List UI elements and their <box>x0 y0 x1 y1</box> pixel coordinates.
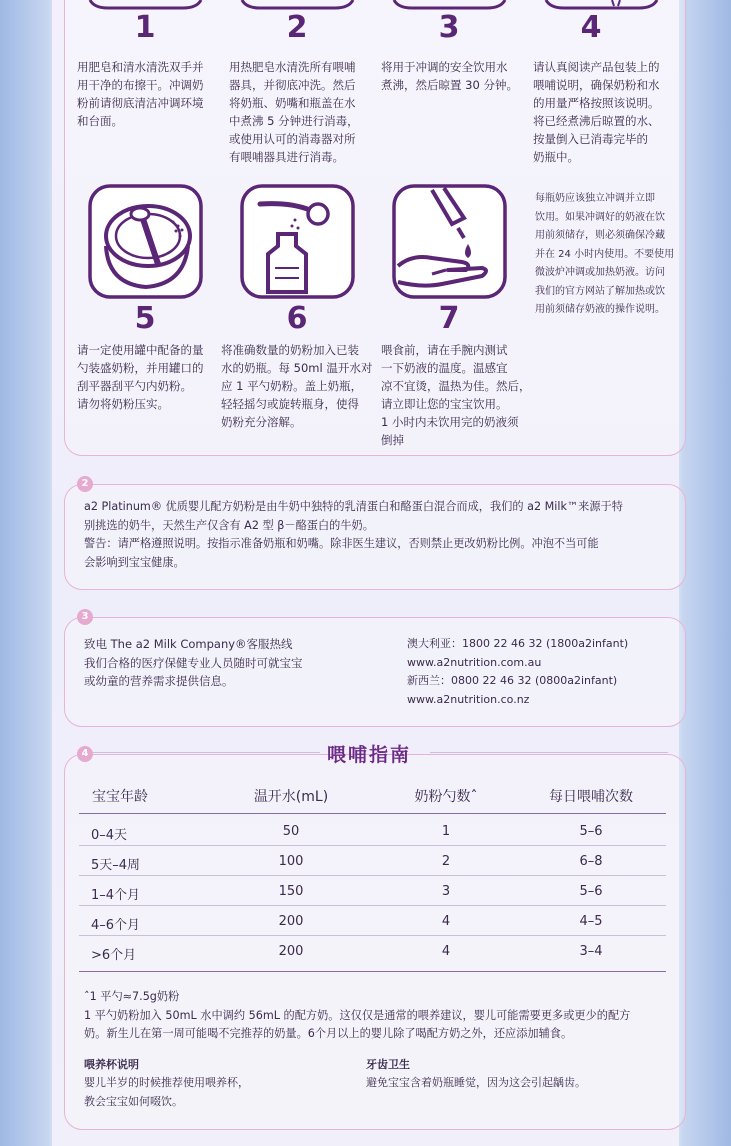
cell-water: 200 <box>278 914 304 929</box>
preparation-note: 每瓶奶应该独立冲调并立即 饮用。如果冲调好的奶液在饮 用前须储存，则必须确保冷藏 并在 24 小时内使用。不要使用 微波炉冲调或加热奶液。访问 我们的官方网站了解加热或饮 用前须储存奶液的操作说明。 <box>535 193 675 315</box>
step-6-text: 将准确数量的奶粉加入已装 水的奶瓶。每 50ml 温开水对 应 1 平勺奶粉。盖上奶瓶， 轻轻摇匀或旋转瓶身，使得 奶粉充分溶解。 <box>221 343 373 429</box>
cell-water: 200 <box>278 944 304 959</box>
row-divider <box>79 935 666 936</box>
cell-age: 5天–4周 <box>91 858 141 873</box>
header-feeds: 每日喂哺次数 <box>549 789 633 805</box>
header-water: 温开水(mL) <box>253 789 329 805</box>
cell-age: 0–4天 <box>91 828 128 843</box>
cell-feeds: 5–6 <box>579 884 603 899</box>
cell-age: 4–6个月 <box>91 918 141 933</box>
cell-age: >6个月 <box>91 948 137 963</box>
step-3-text: 将用于冲调的安全饮用水 煮沸，然后晾置 30 分钟。 <box>381 60 518 92</box>
step-7-hand-icon <box>392 184 507 299</box>
step-2-text: 用热肥皂水清洗所有喂哺 器具，并彻底冲洗。然后 将奶瓶、奶嘴和瓶盖在水 中煮沸 5 分钟进行消毒， 或使用认可的消毒器对所 有喂哺器具进行消毒。 <box>229 60 359 164</box>
section-3-badge: 3 <box>77 609 93 625</box>
section-4-badge: 4 <box>77 746 93 762</box>
row-divider <box>79 875 666 876</box>
title-line-right <box>430 752 668 753</box>
step-4-text: 请认真阅读产品包装上的 喂哺说明，确保奶粉和水 的用量严格按照该说明。 将已经煮沸后晾置的水、 按量倒入已消毒完毕的 奶瓶中。 <box>533 60 660 164</box>
teeth-title: 牙齿卫生 <box>366 1058 410 1071</box>
table-bottom-rule <box>79 971 666 972</box>
step-1-number: 1 <box>134 10 156 45</box>
cell-scoops: 3 <box>441 884 451 899</box>
cell-feeds: 3–4 <box>579 944 603 959</box>
header-age: 宝宝年龄 <box>92 789 148 805</box>
step-4-number: 4 <box>580 10 602 45</box>
cell-water: 100 <box>278 854 304 869</box>
cell-feeds: 6–8 <box>579 854 603 869</box>
row-divider <box>79 845 666 846</box>
step-6-bottle-icon <box>240 184 355 299</box>
step-2-icon <box>240 0 355 10</box>
row-divider <box>79 905 666 906</box>
contact-hotlines: 澳大利亚：1800 22 46 32 (1800a2infant) www.a2nutrition.com.au 新西兰：0800 22 46 32 (0800a2infant) www.a2nutrition.co.nz <box>407 637 629 706</box>
cell-water: 150 <box>278 884 304 899</box>
header-scoops: 奶粉勺数ˆ <box>414 789 478 805</box>
teeth-text: 避免宝宝含着奶瓶睡觉，因为这会引起龋齿。 <box>366 1076 586 1089</box>
cell-scoops: 1 <box>441 824 451 839</box>
cell-scoops: 4 <box>441 944 451 959</box>
cell-feeds: 4–5 <box>579 914 603 929</box>
cup-text: 婴儿半岁的时候推荐使用喂养杯， 教会宝宝如何啜饮。 <box>84 1076 249 1108</box>
table-header-rule <box>79 813 666 814</box>
step-6-number: 6 <box>286 301 308 336</box>
contact-intro: 致电 The a2 Milk Company®客服热线 我们合格的医疗保健专业人员随时可就宝宝 或幼童的营养需求提供信息。 <box>84 637 303 688</box>
step-3-icon <box>392 0 507 10</box>
section-2-badge: 2 <box>77 476 93 492</box>
title-line-left <box>92 752 320 753</box>
cell-feeds: 5–6 <box>579 824 603 839</box>
cell-water: 50 <box>282 824 300 839</box>
cell-scoops: 4 <box>441 914 451 929</box>
step-5-number: 5 <box>134 301 156 336</box>
step-2-number: 2 <box>286 10 308 45</box>
feeding-guide-title: 喂哺指南 <box>327 744 412 766</box>
cup-title: 喂养杯说明 <box>84 1058 139 1071</box>
step-7-text: 喂食前，请在手腕内测试 一下奶液的温度。温感宜 凉不宜烫，温热为佳。然后， 请立即让您的宝宝饮用。 1 小时内未饮用完的奶液须 倒掉 <box>381 343 531 447</box>
feeding-footnotes: ˆ1 平勺≈7.5g奶粉 1 平勺奶粉加入 50mL 水中调约 56mL 的配方奶。这仅仅是通常的喂养建议，婴儿可能需要更多或更少的配方 奶。新生儿在第一周可能喝不完推荐的奶量。6个月以上的婴儿除了喝配方奶之外，还应添加辅食。 <box>84 990 631 1040</box>
cell-scoops: 2 <box>441 854 451 869</box>
step-7-number: 7 <box>438 301 460 336</box>
step-1-icon <box>88 0 203 10</box>
product-info-text: a2 Platinum® 优质婴儿配方奶粉是由牛奶中独特的乳清蛋白和酪蛋白混合而成，我们的 a2 Milk™来源于特 别挑选的奶牛，天然生产仅含有 A2 型 β－酪蛋白的牛奶。 警告：请严格遵照说明。按指示准备奶瓶和奶嘴。除非医生建议，否则禁止更改奶粉比例。冲泡不当可能 会影响到宝宝健康。 <box>84 500 623 569</box>
step-3-number: 3 <box>438 10 460 45</box>
step-1-text: 用肥皂和清水清洗双手并 用干净的布擦干。冲调奶 粉前请彻底清洁冲调环境 和台面。 <box>77 60 204 128</box>
step-5-scoop-icon <box>88 184 203 299</box>
step-4-icon <box>544 0 659 10</box>
cell-age: 1–4个月 <box>91 888 141 903</box>
step-5-text: 请一定使用罐中配备的量 勺装盛奶粉，并用罐口的 刮平器刮平勺内奶粉。 请勿将奶粉压实。 <box>77 343 204 411</box>
